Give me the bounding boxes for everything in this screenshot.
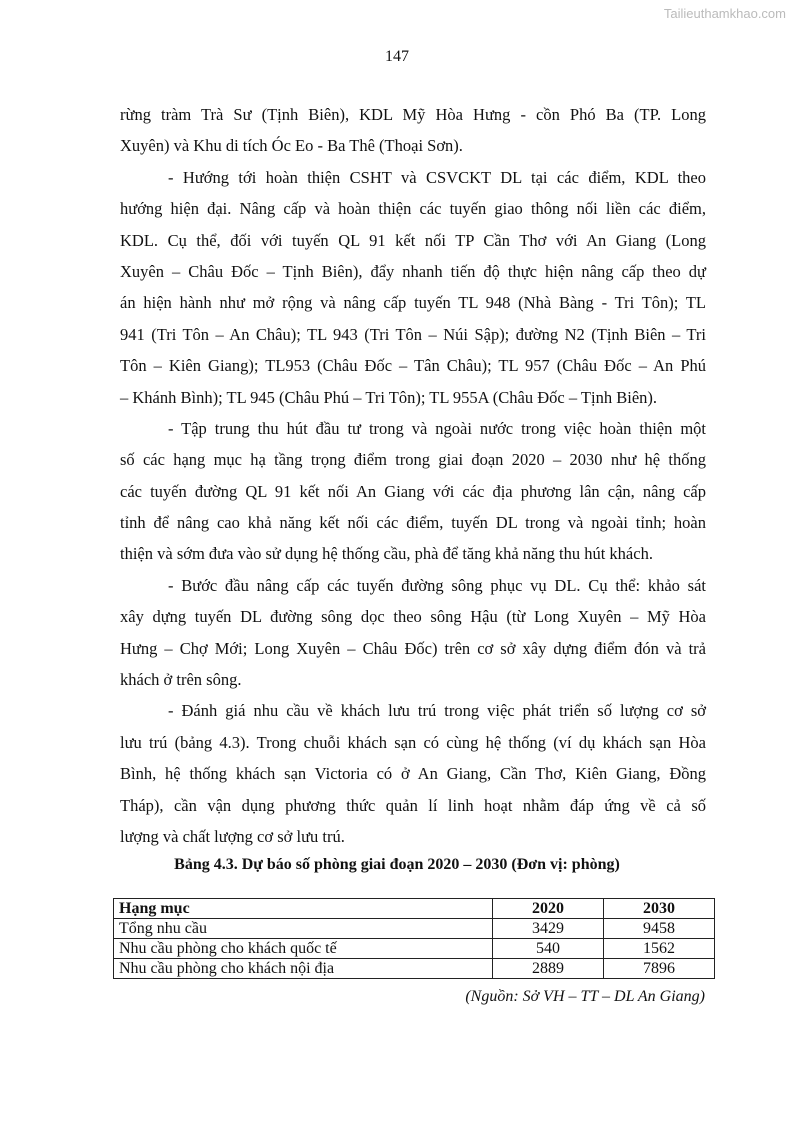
table-cell: 1562 bbox=[604, 939, 715, 959]
text-line: Tôn – Kiên Giang); TL953 (Châu Đốc – Tân Châu); TL 957 (Châu Đốc – An Phú bbox=[120, 356, 706, 376]
table-cell: 9458 bbox=[604, 919, 715, 939]
header-cell: 2020 bbox=[493, 899, 604, 919]
page-number: 147 bbox=[385, 48, 409, 65]
table-cell: Nhu cầu phòng cho khách nội địa bbox=[114, 959, 493, 979]
table-cell: Nhu cầu phòng cho khách quốc tế bbox=[114, 939, 493, 959]
text-line: số các hạng mục hạ tầng trọng điểm trong giai đoạn 2020 – 2030 như hệ thống bbox=[120, 450, 706, 470]
text-line: KDL. Cụ thể, đối với tuyến QL 91 kết nối TP Cần Thơ với An Giang (Long bbox=[120, 230, 706, 250]
text-line: lượng và chất lượng cơ sở lưu trú. bbox=[120, 826, 345, 846]
text-line: - Bước đầu nâng cấp các tuyến đường sông phục vụ DL. Cụ thể: khảo sát bbox=[168, 575, 706, 595]
text-line: - Tập trung thu hút đầu tư trong và ngoài nước trong việc hoàn thiện một bbox=[168, 418, 706, 438]
table-source: (Nguồn: Sở VH – TT – DL An Giang) bbox=[465, 988, 705, 1005]
text-line: – Khánh Bình); TL 945 (Châu Phú – Tri Tôn); TL 955A (Châu Đốc – Tịnh Biên). bbox=[120, 387, 658, 407]
watermark: Tailieuthamkhao.com bbox=[663, 6, 786, 21]
text-line: án hiện hành như mở rộng và nâng cấp tuyến TL 948 (Nhà Bàng - Tri Tôn); TL bbox=[120, 293, 706, 313]
text-line: tỉnh để nâng cao khả năng kết nối các điểm, tuyến DL trong và ngoài tỉnh; hoàn bbox=[120, 513, 706, 533]
table-caption: Bảng 4.3. Dự báo số phòng giai đoạn 2020 – 2030 (Đơn vị: phòng) bbox=[174, 856, 620, 873]
text-line: lưu trú (bảng 4.3). Trong chuỗi khách sạn có cùng hệ thống (ví dụ khách sạn Hòa bbox=[120, 732, 706, 752]
table-cell: 7896 bbox=[604, 959, 715, 979]
text-line: Xuyên) và Khu di tích Óc Eo - Ba Thê (Thoại Sơn). bbox=[120, 136, 463, 156]
text-line: các tuyến đường QL 91 kết nối An Giang với các địa phương lân cận, nâng cấp bbox=[120, 481, 706, 501]
table-cell: 540 bbox=[493, 939, 604, 959]
table-header-row bbox=[114, 899, 715, 919]
table-cell: 3429 bbox=[493, 919, 604, 939]
header-cell: Hạng mục bbox=[114, 899, 493, 919]
text-line: Hưng – Chợ Mới; Long Xuyên – Châu Đốc) trên cơ sở xây dựng điểm đón và trả bbox=[120, 638, 706, 658]
text-line: Tháp), cần vận dụng phương thức quản lí linh hoạt nhằm đáp ứng về cả số bbox=[120, 795, 706, 815]
table-row bbox=[114, 939, 715, 959]
text-line: rừng tràm Trà Sư (Tịnh Biên), KDL Mỹ Hòa Hưng - cồn Phó Ba (TP. Long bbox=[120, 105, 706, 124]
text-line: khách ở trên sông. bbox=[120, 670, 242, 690]
text-line: Xuyên – Châu Đốc – Tịnh Biên), đẩy nhanh tiến độ thực hiện nâng cấp theo dự bbox=[120, 261, 706, 281]
table-cell: 2889 bbox=[493, 959, 604, 979]
text-line: xây dựng tuyến DL đường sông dọc theo sông Hậu (từ Long Xuyên – Mỹ Hòa bbox=[120, 607, 706, 627]
body-text bbox=[120, 99, 706, 852]
text-line: hướng hiện đại. Nâng cấp và hoàn thiện các tuyến giao thông nối liền các điểm, bbox=[120, 199, 706, 219]
text-line: - Hướng tới hoàn thiện CSHT và CSVCKT DL tại các điểm, KDL theo bbox=[168, 167, 706, 187]
table-row bbox=[114, 919, 715, 939]
text-line: Bình, hệ thống khách sạn Victoria có ở An Giang, Cần Thơ, Kiên Giang, Đồng bbox=[120, 764, 706, 784]
text-line: - Đánh giá nhu cầu về khách lưu trú trong việc phát triển số lượng cơ sở bbox=[168, 701, 706, 721]
table-row bbox=[114, 959, 715, 979]
table-cell: Tổng nhu cầu bbox=[114, 919, 493, 939]
header-cell: 2030 bbox=[604, 899, 715, 919]
text-line: 941 (Tri Tôn – An Châu); TL 943 (Tri Tôn – Núi Sập); đường N2 (Tịnh Biên – Tri bbox=[120, 324, 706, 344]
forecast-table bbox=[113, 898, 715, 979]
text-line: thiện và sớm đưa vào sử dụng hệ thống cầu, phà để tăng khả năng thu hút khách. bbox=[120, 544, 653, 564]
